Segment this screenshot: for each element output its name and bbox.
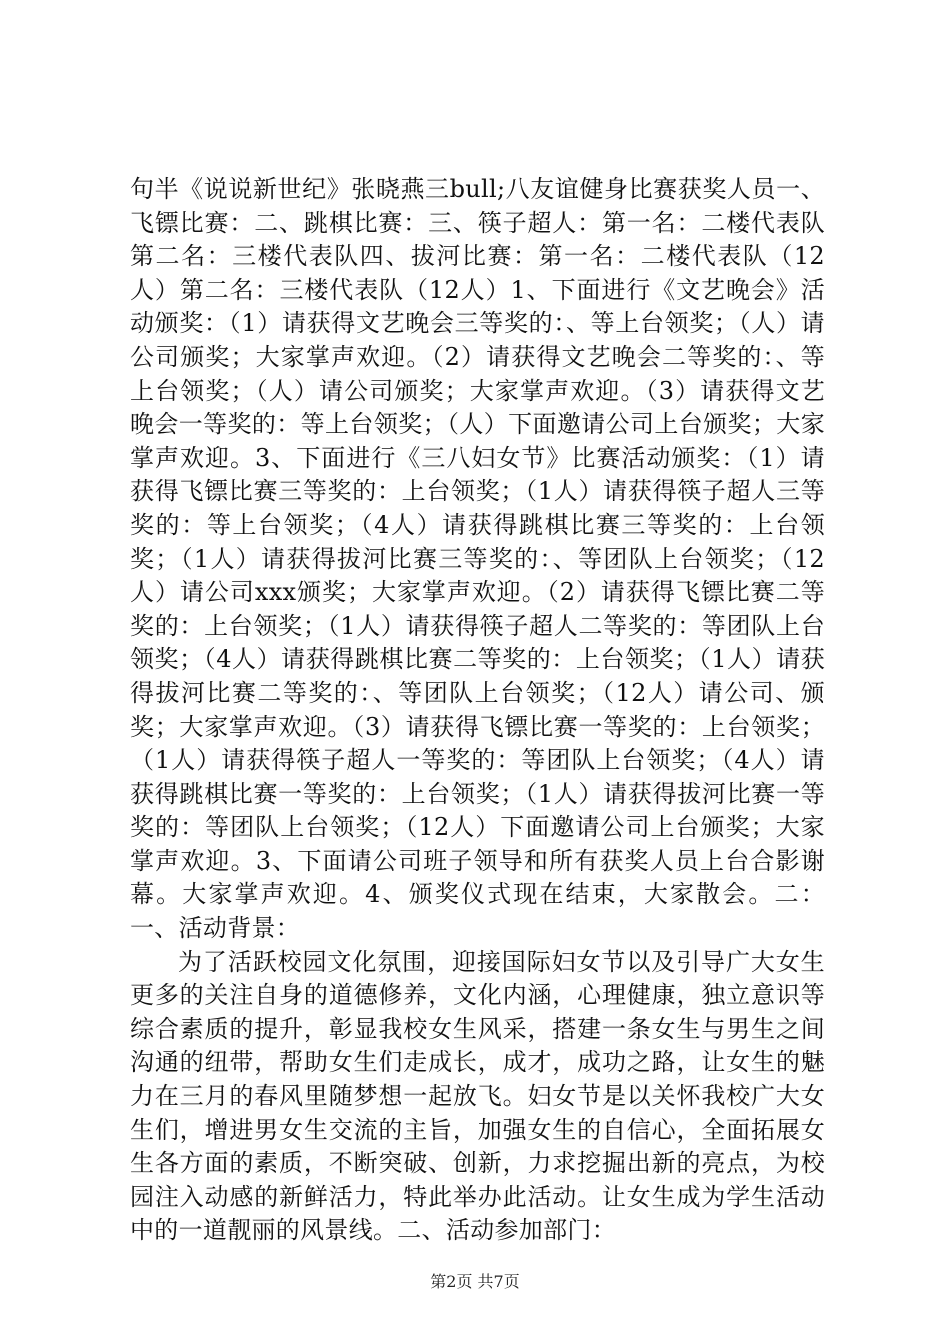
page-number-label: 第2页 共7页 (430, 1272, 520, 1291)
paragraph-activity-background: 为了活跃校园文化氛围，迎接国际妇女节以及引导广大女生更多的关注自身的道德修养，文化内涵，心理健康，独立意识等综合素质的提升，彰显我校女生风采，搭建一条女生与男生之间沟通的纽带，帮助女生们走成长，成才，成功之路，让女生的魅力在三月的春风里随梦想一起放飞。妇女节是以关怀我校广大女生们，增进男女生交流的主旨，加强女生的自信心，全面拓展女生各方面的素质，不断突破、创新，力求挖掘出新的亮点，为校园注入动感的新鲜活力，特此举办此活动。让女生成为学生活动中的一道靓丽的风景线。二、活动参加部门： (130, 947, 825, 1245)
paragraph-award-ceremony: 句半《说说新世纪》张晓燕三bull;八友谊健身比赛获奖人员一、飞镖比赛：二、跳棋比赛：三、筷子超人：第一名：二楼代表队第二名：三楼代表队四、拔河比赛：第一名：二楼代表队（12人）第二名：三楼代表队（12人）1、下面进行《文艺晚会》活动颁奖：（1）请获得文艺晚会三等奖的：、等上台领奖；（人）请公司颁奖；大家掌声欢迎。（2）请获得文艺晚会二等奖的：、等上台领奖；（人）请公司颁奖；大家掌声欢迎。（3）请获得文艺晚会一等奖的：等上台领奖；（人）下面邀请公司上台颁奖；大家掌声欢迎。3、下面进行《三八妇女节》比赛活动颁奖：（1）请获得飞镖比赛三等奖的：上台领奖；（1人）请获得筷子超人三等奖的：等上台领奖；（4人）请获得跳棋比赛三等奖的：上台领奖；（1人）请获得拔河比赛三等奖的：、等团队上台领奖；（12人）请公司xxx颁奖；大家掌声欢迎。（2）请获得飞镖比赛二等奖的：上台领奖；（1人）请获得筷子超人二等奖的：等团队上台领奖；（4人）请获得跳棋比赛二等奖的：上台领奖；（1人）请获得拔河比赛二等奖的：、等团队上台领奖；（12人）请公司、颁奖；大家掌声欢迎。（3）请获得飞镖比赛一等奖的：上台领奖；（1人）请获得筷子超人一等奖的：等团队上台领奖；（4人）请获得跳棋比赛一等奖的：上台领奖；（1人）请获得拔河比赛一等奖的：等团队上台领奖；（12人）下面邀请公司上台颁奖；大家掌声欢迎。3、下面请公司班子领导和所有获奖人员上台合影谢幕。大家掌声欢迎。4、颁奖仪式现在结束，大家散会。二：一、活动背景： (130, 175, 825, 943)
document-body (130, 173, 825, 1248)
page-footer (0, 1272, 950, 1292)
